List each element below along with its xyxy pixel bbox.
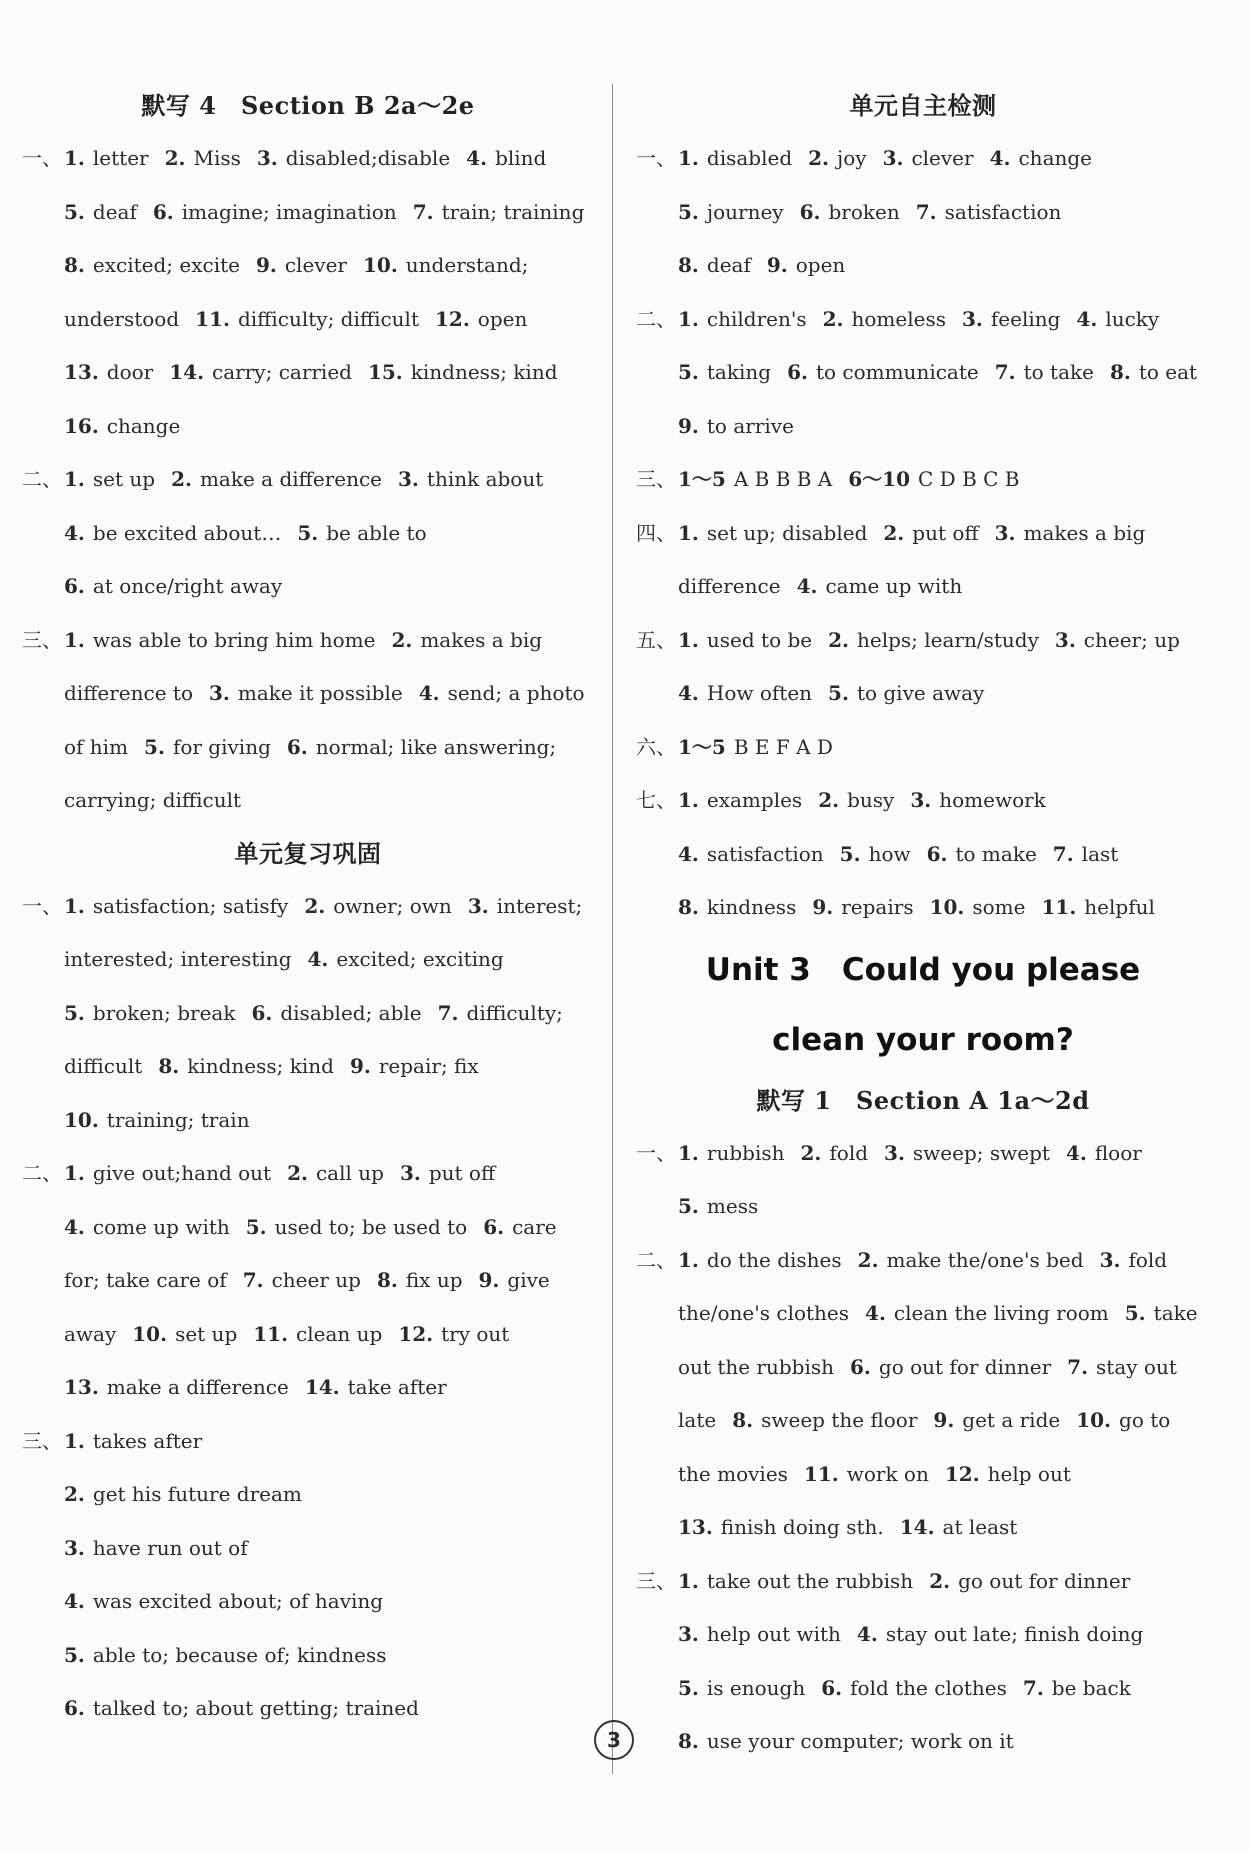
answer-line: 5. is enough 6. fold the clothes 7. be back <box>678 1675 1131 1700</box>
answer-line: 8. deaf 9. open <box>678 253 846 277</box>
page-number: 3 <box>594 1720 634 1760</box>
section-title: 默写 4 Section B 2a～2e <box>141 91 475 120</box>
answer-line: interested; interesting 4. excited; exciting <box>64 947 504 971</box>
answer-line: 4. How often 5. to give away <box>678 681 985 705</box>
answer-line: the/one's clothes 4. clean the living room 5. take <box>678 1301 1198 1325</box>
answer-line: 9. to arrive <box>678 413 794 438</box>
answer-line: difference 4. came up with <box>678 574 963 598</box>
answer-line: 8. excited; excite 9. clever 10. understand; <box>64 253 529 277</box>
answer-line: 5. broken; break 6. disabled; able 7. difficulty; <box>64 1000 563 1025</box>
answer-line: 一、 1. letter 2. Miss 3. disabled;disable 4. blind <box>22 146 547 170</box>
answer-line: 二、 1. children's 2. homeless 3. feeling 4. lucky <box>636 306 1160 331</box>
right-column <box>636 80 1210 1769</box>
answer-line: 3. help out with 4. stay out late; finish doing <box>678 1622 1144 1646</box>
section-title: 单元复习巩固 <box>234 838 382 868</box>
answer-line: 8. kindness 9. repairs 10. some 11. helpful <box>678 895 1155 919</box>
answer-line: understood 11. difficulty; difficult 12. open <box>64 306 528 331</box>
section-title: 单元自主检测 <box>849 91 997 120</box>
answer-line: 三、 1. was able to bring him home 2. makes a big <box>22 627 543 652</box>
answer-line: 6. at once/right away <box>64 574 283 598</box>
answer-line: 5. taking 6. to communicate 7. to take 8. to eat <box>678 360 1198 384</box>
answer-line: late 8. sweep the floor 9. get a ride 10. go to <box>678 1408 1171 1432</box>
answer-line: 一、 1. disabled 2. joy 3. clever 4. change <box>636 146 1093 170</box>
answer-line: 4. come up with 5. used to; be used to 6. care <box>64 1214 557 1239</box>
answer-line: 10. training; train <box>64 1107 250 1132</box>
answer-line: 5. deaf 6. imagine; imagination 7. train; training <box>64 199 585 224</box>
answer-line: the movies 11. work on 12. help out <box>678 1461 1071 1486</box>
answer-line: 七、 1. examples 2. busy 3. homework <box>636 788 1046 812</box>
answer-line: 三、 1. takes after <box>22 1428 203 1453</box>
answer-line: 3. have run out of <box>64 1535 248 1560</box>
answer-line: 二、 1. set up 2. make a difference 3. think about <box>22 467 544 491</box>
answer-line: 一、 1. satisfaction; satisfy 2. owner; own 3. interest; <box>22 893 583 918</box>
answer-line: 一、 1. rubbish 2. fold 3. sweep; swept 4. floor <box>636 1140 1142 1165</box>
answer-line: 六、 1～5 B E F A D <box>636 734 833 759</box>
answer-line: 4. was excited about; of having <box>64 1589 384 1613</box>
answer-line: 二、 1. do the dishes 2. make the/one's bed 3. fold <box>636 1247 1168 1272</box>
answer-line: 4. satisfaction 5. how 6. to make 7. last <box>678 841 1119 866</box>
left-column <box>22 80 594 1736</box>
answer-line: of him 5. for giving 6. normal; like answering; <box>64 734 557 759</box>
answer-line: difference to 3. make it possible 4. send; a photo <box>64 681 585 705</box>
answer-line: 5. able to; because of; kindness <box>64 1642 387 1667</box>
answer-line: 13. door 14. carry; carried 15. kindness; kind <box>64 360 558 384</box>
answer-line: 5. mess <box>678 1194 759 1218</box>
answer-line: 6. talked to; about getting; trained <box>64 1696 419 1720</box>
unit-title: Unit 3 Could you please <box>705 951 1141 988</box>
answer-line: 三、 1～5 A B B B A 6～10 C D B C B <box>636 467 1020 491</box>
answer-line: 13. make a difference 14. take after <box>64 1375 447 1399</box>
section-title: 默写 1 Section A 1a～2d <box>756 1085 1090 1115</box>
answer-line: 二、 1. give out;hand out 2. call up 3. put off <box>22 1161 496 1185</box>
answer-line: 四、 1. set up; disabled 2. put off 3. makes a big <box>636 520 1146 545</box>
unit-subtitle: clean your room? <box>772 1021 1074 1058</box>
answer-line: 三、 1. take out the rubbish 2. go out for dinner <box>636 1568 1131 1593</box>
answer-line: 13. finish doing sth. 14. at least <box>678 1515 1018 1539</box>
column-divider <box>612 84 613 1774</box>
answer-line: 5. journey 6. broken 7. satisfaction <box>678 199 1062 224</box>
answer-line: 16. change <box>64 413 181 438</box>
answer-line: 2. get his future dream <box>64 1482 302 1506</box>
answer-line: 4. be excited about… 5. be able to <box>64 520 427 545</box>
answer-line: difficult 8. kindness; kind 9. repair; fix <box>64 1054 479 1078</box>
answer-line: carrying; difficult <box>64 788 242 812</box>
answer-line: out the rubbish 6. go out for dinner 7. stay out <box>678 1354 1177 1379</box>
answer-line: 五、 1. used to be 2. helps; learn/study 3. cheer; up <box>636 627 1180 652</box>
answer-line: 8. use your computer; work on it <box>678 1729 1014 1753</box>
answer-line: for; take care of 7. cheer up 8. fix up 9. give <box>64 1268 550 1292</box>
answer-line: away 10. set up 11. clean up 12. try out <box>64 1321 510 1346</box>
